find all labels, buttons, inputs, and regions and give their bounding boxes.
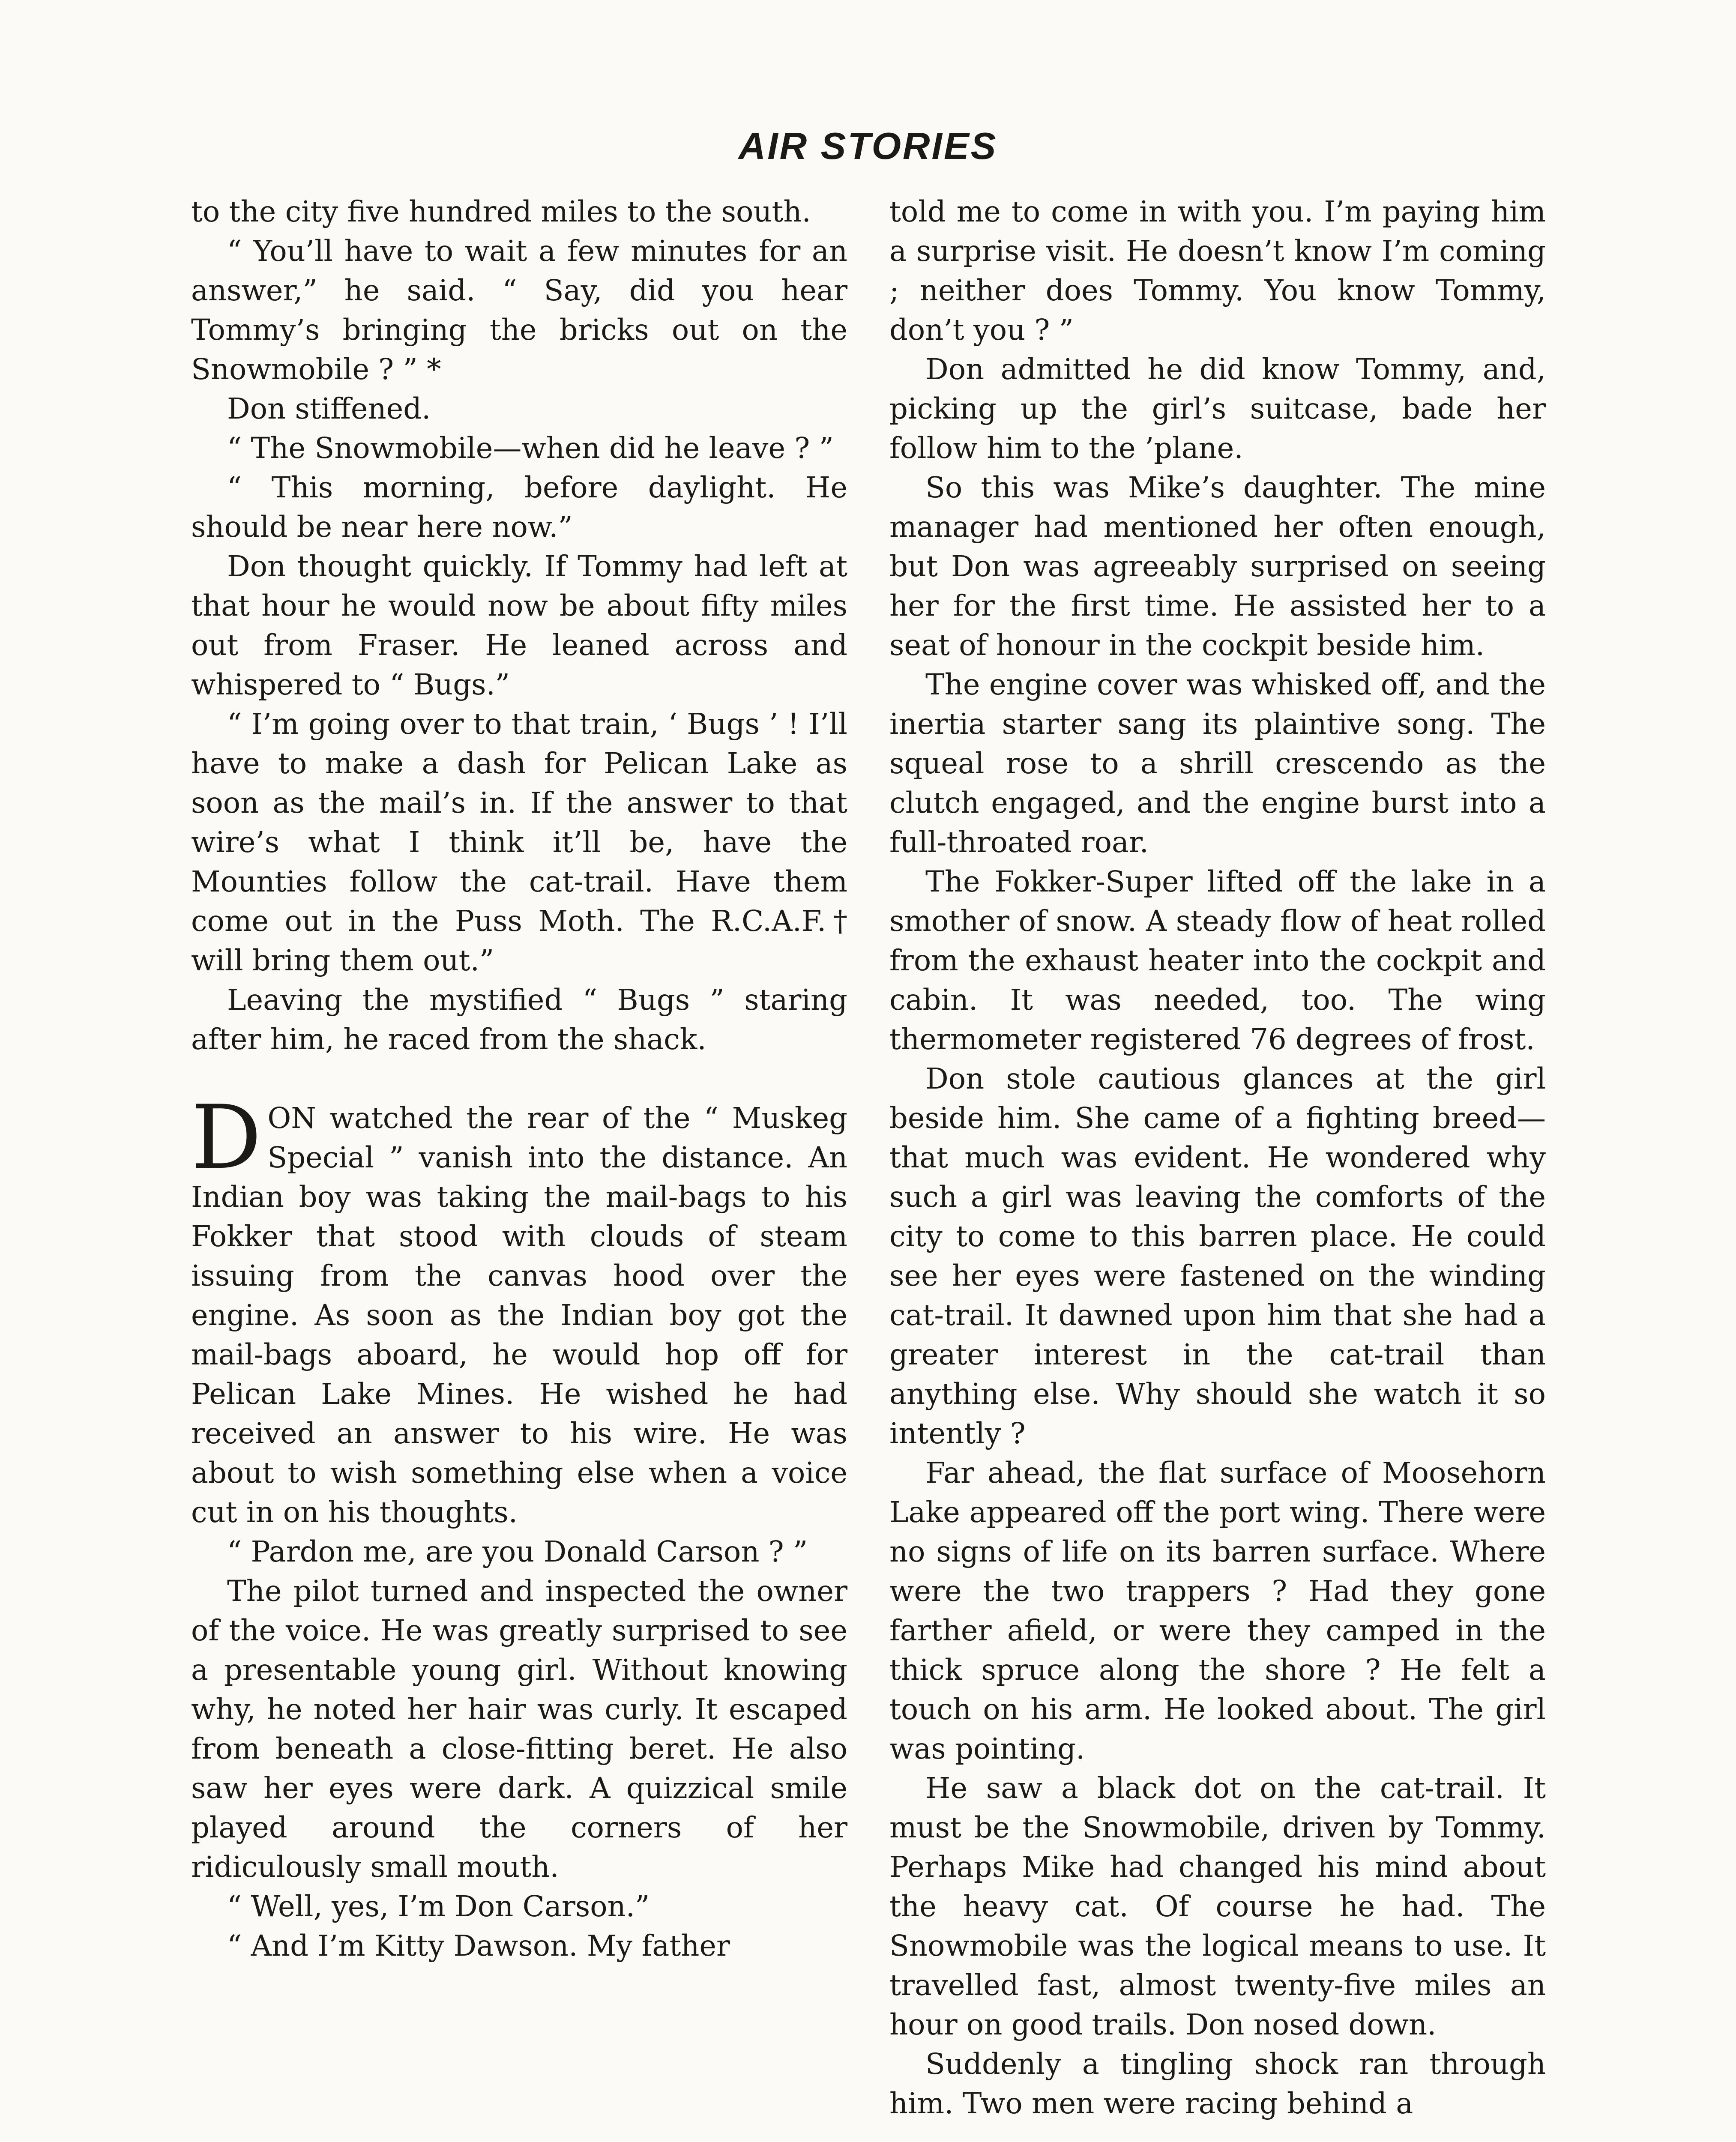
paragraph: “ You’ll have to wait a few minutes for an answer,” he said. “ Say, did you hear Tommy’s bringing the bricks out on the Snowmobile ? ” *: [191, 234, 847, 386]
paragraph: Suddenly a tingling shock ran through him. Two men were racing behind a: [889, 2047, 1546, 2120]
paragraph: Don stiffened.: [227, 392, 431, 425]
paragraph: “ Well, yes, I’m Don Carson.”: [227, 1890, 650, 1923]
paragraph: Don admitted he did know Tommy, and, picking up the girl’s suitcase, bade her follow him to the ’plane.: [889, 353, 1546, 465]
paragraph: He saw a black dot on the cat-trail. It must be the Snowmobile, driven by Tommy. Perhaps Mike had changed his mind about the heavy cat. Of course he had. The Snowmobile was the logical means to use. It travelled fast, almost twenty-five miles an hour on good trails. Don nosed down.: [889, 1771, 1546, 2041]
paragraph: told me to come in with you. I’m paying him a surprise visit. He doesn’t know I’m coming ; neither does Tommy. You know Tommy, don’t you ? ”: [889, 195, 1546, 347]
dropcap-paragraph: [191, 1087, 847, 1532]
paragraph: “ The Snowmobile—when did he leave ? ”: [227, 431, 834, 465]
paragraph-text: ON watched the rear of the “ Muskeg Special ” vanish into the distance. An Indian boy was taking the mail-bags to his Fokker that stood with clouds of steam issuing from the canvas hood over the engine. As soon as the Indian boy got the mail-bags aboard, he would hop off for Pelican Lake Mines. He wished he had received an answer to his wire. He was about to wish something else when a voice cut in on his thoughts.: [191, 1101, 847, 1529]
left-column: [191, 192, 847, 1965]
paragraph: The pilot turned and inspected the owner of the voice. He was greatly surprised to see a presentable young girl. Without knowing why, he noted her hair was curly. It escaped from beneath a close-fitting beret. He also saw her eyes were dark. A quizzical smile played around the corners of her ridiculously small mouth.: [191, 1574, 847, 1884]
paragraph: Don stole cautious glances at the girl beside him. She came of a fighting breed—that much was evident. He wondered why such a girl was leaving the comforts of the city to come to this barren place. He could see her eyes were fastened on the winding cat-trail. It dawned upon him that she had a greater interest in the cat-trail than anything else. Why should she watch it so intently ?: [889, 1062, 1546, 1450]
paragraph: The Fokker-Super lifted off the lake in a smother of snow. A steady flow of heat rolled from the exhaust heater into the cockpit and cabin. It was needed, too. The wing thermometer registered 76 degrees of frost.: [889, 865, 1546, 1056]
paragraph: Far ahead, the flat surface of Moosehorn Lake appeared off the port wing. There were no signs of life on its barren surface. Where were the two trappers ? Had they gone farther afield, or were they camped in the thick spruce along the shore ? He felt a touch on his arm. He looked about. The girl was pointing.: [889, 1456, 1546, 1765]
running-title: AIR STORIES: [738, 125, 998, 167]
paragraph: Don thought quickly. If Tommy had left at that hour he would now be about fifty miles out from Fraser. He leaned across and whispered to “ Bugs.”: [191, 550, 847, 701]
paragraph: “ This morning, before daylight. He should be near here now.”: [191, 471, 847, 544]
paragraph: “ I’m going over to that train, ‘ Bugs ’ ! I’ll have to make a dash for Pelican Lake as soon as the mail’s in. If the answer to that wire’s what I think it’ll be, have the Mounties follow the cat-trail. Have them come out in the Puss Moth. The R.C.A.F.† will bring them out.”: [191, 707, 847, 977]
paragraph: “ And I’m Kitty Dawson. My father: [227, 1929, 730, 1963]
paragraph: to the city five hundred miles to the south.: [191, 195, 811, 228]
paragraph: Leaving the mystified “ Bugs ” staring after him, he raced from the shack.: [191, 983, 847, 1056]
paragraph: So this was Mike’s daughter. The mine manager had mentioned her often enough, but Don was agreeably surprised on seeing her for the first time. He assisted her to a seat of honour in the cockpit beside him.: [889, 471, 1546, 662]
drop-cap: D: [191, 1087, 262, 1189]
paragraph: The engine cover was whisked off, and the inertia starter sang its plaintive song. The squeal rose to a shrill crescendo as the clutch engaged, and the engine burst into a full-throated roar.: [889, 668, 1546, 859]
right-column: [889, 192, 1546, 2123]
paragraph: “ Pardon me, are you Donald Carson ? ”: [227, 1535, 808, 1568]
